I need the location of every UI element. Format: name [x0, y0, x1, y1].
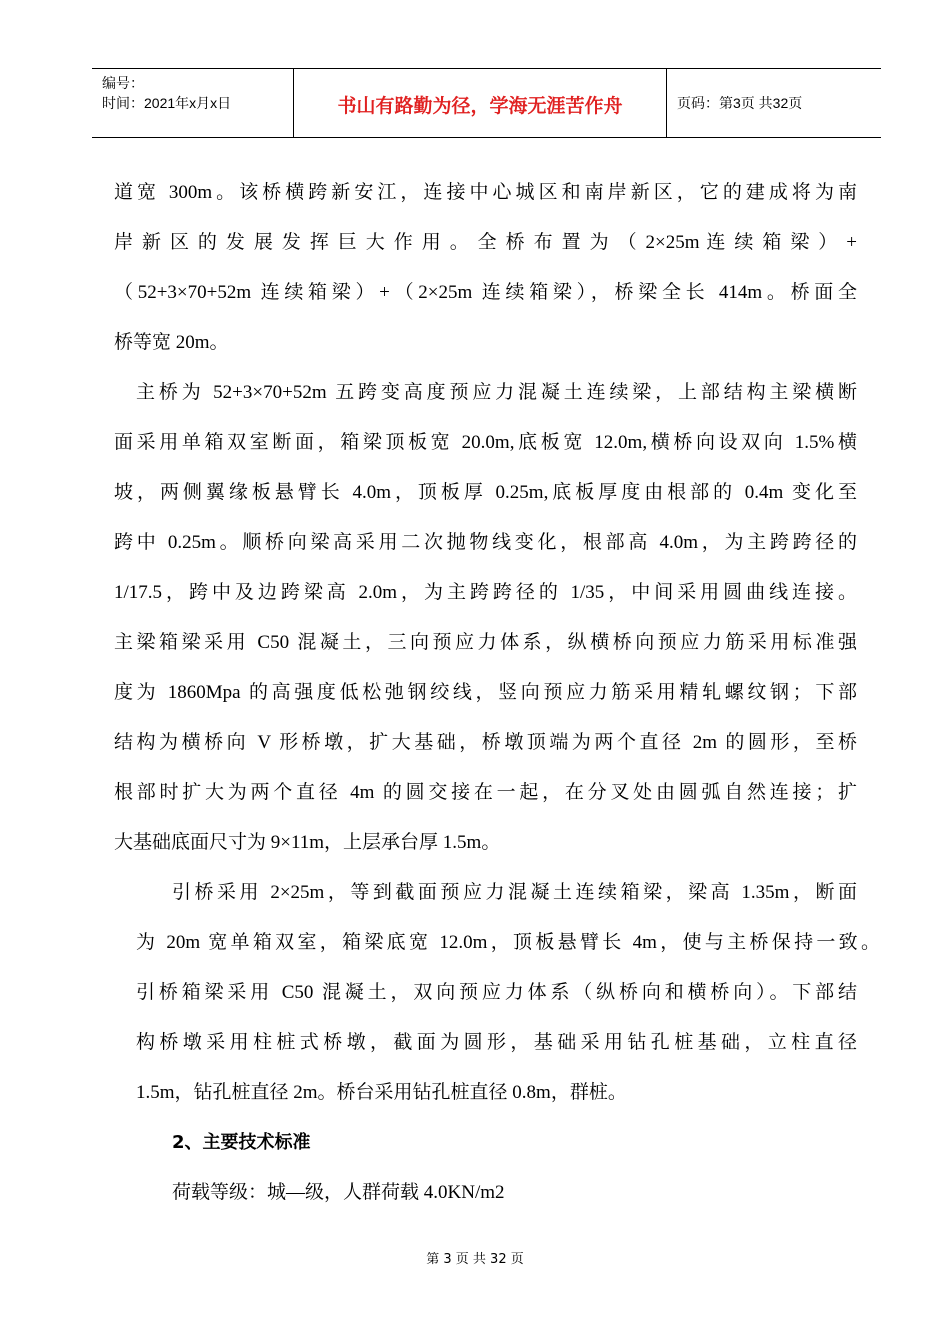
page-header — [92, 68, 881, 138]
page-footer: 第 3 页 共 32 页 — [426, 1252, 524, 1267]
document-number-label: 编号： — [102, 75, 144, 91]
body-line: 1/17.5，跨中及边跨梁高 2.0m，为主跨跨径的 1/35，中间采用圆曲线连接。 — [114, 582, 857, 603]
body-line: 道宽 300m。该桥横跨新安江，连接中心城区和南岸新区，它的建成将为南 — [114, 182, 857, 203]
body-line: 岸 新 区 的 发 展 发 挥 巨 大 作 用 。 全 桥 布 置 为 （ 2×25m 连 续 箱 梁 ） + — [114, 232, 857, 253]
body-line: 大基础底面尺寸为 9×11m，上层承台厚 1.5m。 — [114, 832, 501, 853]
header-motto-cell — [294, 69, 667, 137]
body-line: 根部时扩大为两个直径 4m 的圆交接在一起，在分叉处由圆弧自然连接；扩 — [114, 782, 857, 803]
body-line: 构桥墩采用柱桩式桥墩，截面为圆形，基础采用钻孔桩基础，立柱直径 — [136, 1032, 857, 1053]
body-line: 1.5m，钻孔桩直径 2m。桥台采用钻孔桩直径 0.8m，群桩。 — [136, 1082, 627, 1103]
body-line: 桥等宽 20m。 — [114, 332, 229, 353]
body-line: 为 20m 宽单箱双室，箱梁底宽 12.0m，顶板悬臂长 4m，使与主桥保持一致。 — [136, 932, 880, 953]
motto-text: 书山有路勤为径，学海无涯苦作舟 — [337, 95, 623, 117]
section-heading: 2、主要技术标准 — [172, 1132, 311, 1153]
header-info-cell — [92, 69, 294, 137]
header-page-number: 页码：第3页 共32页 — [677, 95, 803, 111]
header-page-cell — [667, 69, 881, 137]
body-line: 面采用单箱双室断面，箱梁顶板宽 20.0m,底板宽 12.0m,横桥向设双向 1.5%横 — [114, 432, 857, 453]
body-line: 引桥采用 2×25m，等到截面预应力混凝土连续箱梁，梁高 1.35m，断面 — [172, 882, 857, 903]
body-line: 主梁箱梁采用 C50 混凝土，三向预应力体系，纵横桥向预应力筋采用标准强 — [114, 632, 857, 653]
document-time-label: 时间：2021年x月x日 — [102, 95, 232, 111]
body-line: 结构为横桥向 V 形桥墩，扩大基础，桥墩顶端为两个直径 2m 的圆形，至桥 — [114, 732, 857, 753]
body-line: 荷载等级：城—级，人群荷载 4.0KN/m2 — [172, 1182, 505, 1203]
body-line: 度为 1860Mpa 的高强度低松弛钢绞线，竖向预应力筋采用精轧螺纹钢；下部 — [114, 682, 857, 703]
body-line: 跨中 0.25m。顺桥向梁高采用二次抛物线变化，根部高 4.0m，为主跨跨径的 — [114, 532, 857, 553]
body-line: 引桥箱梁采用 C50 混凝土，双向预应力体系（纵桥向和横桥向）。下部结 — [136, 982, 857, 1003]
body-line: 主桥为 52+3×70+52m 五跨变高度预应力混凝土连续梁，上部结构主梁横断 — [136, 382, 857, 403]
body-line: （52+3×70+52m 连续箱梁）+（2×25m 连续箱梁），桥梁全长 414m。桥面全 — [114, 282, 857, 303]
body-line: 坡，两侧翼缘板悬臂长 4.0m，顶板厚 0.25m,底板厚度由根部的 0.4m 变化至 — [114, 482, 857, 503]
